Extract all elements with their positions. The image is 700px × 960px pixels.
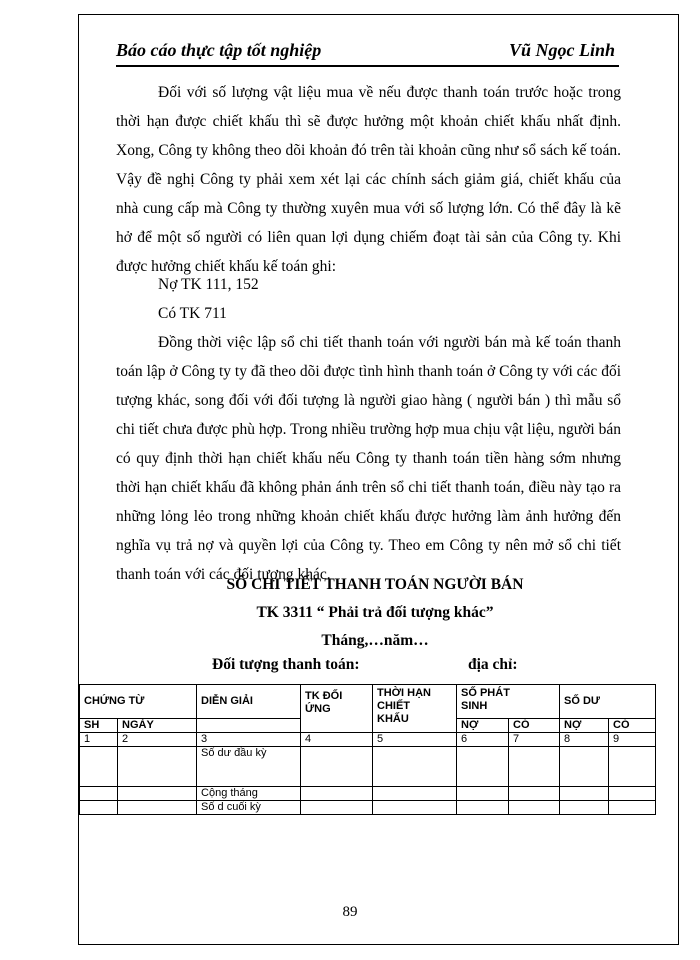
row-label-opening-balance: Số dư đầu kỳ <box>197 747 301 787</box>
page-number: 89 <box>342 904 358 920</box>
header-no-so-du: NỢ <box>560 719 609 733</box>
table-row-month-total <box>80 787 656 801</box>
header-co-so-du: CÓ <box>609 719 656 733</box>
column-number-row <box>80 733 656 747</box>
column-number: 5 <box>373 733 457 747</box>
header-no-phat-sinh: NỢ <box>457 719 509 733</box>
journal-entry-debit: Nợ TK 111, 152 <box>158 276 259 293</box>
column-number: 4 <box>301 733 373 747</box>
table-row-opening <box>80 747 656 787</box>
thoi-han-line-2: CHIẾT <box>377 700 411 712</box>
so-phat-sinh-line-2: SINH <box>461 700 488 712</box>
paragraph-discount: Đối với số lượng vật liệu mua về nếu được thanh toán trước hoặc trong thời hạn được chiết khấu thì sẽ được hưởng một khoản chiết khấu nhất định. Xong, Công ty không theo dõi khoản đó trên tài khoản cũng như sổ sách kế toán. Vậy đề nghị Công ty phải xem xét lại các chính sách giảm giá, chiết khấu của nhà cung cấp mà Công ty thường xuyên mua với số lượng lớn. Có thể đây là kẽ hở để một số người có liên quan lợi dụng chiếm đoạt tài sản của Công ty. Khi được hưởng chiết khấu kế toán ghi: <box>116 84 621 275</box>
form-title: SỔ CHI TIẾT THANH TOÁN NGƯỜI BÁN <box>226 576 524 593</box>
row-label-month-total: Cộng tháng <box>197 787 301 801</box>
tk-doi-ung-word-1: TK ĐỐI <box>305 690 343 702</box>
address-label: địa chỉ: <box>468 656 518 673</box>
column-number: 8 <box>560 733 609 747</box>
header-co-phat-sinh: CÓ <box>509 719 560 733</box>
column-number: 1 <box>80 733 118 747</box>
header-dien-giai: DIỄN GIẢI <box>197 685 301 719</box>
running-header <box>100 40 615 66</box>
form-period: Tháng,…năm… <box>321 632 429 649</box>
column-number: 7 <box>509 733 560 747</box>
form-subtitle: TK 3311 “ Phải trả đối tượng khác” <box>256 604 494 621</box>
table-header-row <box>80 685 656 719</box>
header-dien-giai-blank <box>197 719 301 733</box>
thoi-han-line-3: KHẤU <box>377 713 409 725</box>
payee-label: Đối tượng thanh toán: <box>212 656 360 673</box>
header-chung-tu: CHỨNG TỪ <box>80 685 197 719</box>
so-phat-sinh-line-1: SỐ PHÁT <box>461 687 510 699</box>
paragraph-payables: Đồng thời việc lập sổ chi tiết thanh toán với người bán mà kế toán thanh toán lập ở Công ty ty đã theo dõi được tình hình thanh toán ở Công ty với các đối tượng khác, song đối với đối tượng là người giao hàng ( người bán ) thì mẫu sổ chi tiết chưa được phù hợp. Trong nhiều trường hợp mua chịu vật liệu, người bán có quy định thời hạn chiết khấu nếu Công ty thanh toán tiền hàng sớm nhưng thời hạn chiết khấu đã không phản ánh trên sổ chi tiết thanh toán, điều này tạo ra những lỏng lẻo trong những khoản chiết khấu được hưởng làm ảnh hưởng đến nghĩa vụ trả nợ và quyền lợi của Công ty. Theo em Công ty nên mở sổ chi tiết thanh toán với các đối tượng khác. <box>116 334 621 583</box>
header-rule <box>116 65 619 67</box>
column-number: 2 <box>118 733 197 747</box>
table-row-closing <box>80 801 656 815</box>
header-tk-doi-ung <box>301 685 373 733</box>
column-number: 3 <box>197 733 301 747</box>
header-so-du: SỐ DƯ <box>560 685 656 719</box>
thoi-han-line-1: THỜI HẠN <box>377 687 432 699</box>
tk-doi-ung-word-2: ỨNG <box>305 703 331 715</box>
header-ngay: NGÀY <box>118 719 197 733</box>
header-so-phat-sinh <box>457 685 560 719</box>
ledger-table <box>79 684 656 815</box>
header-author: Vũ Ngọc Linh <box>508 40 615 60</box>
row-label-closing-balance: Số d cuối kỳ <box>197 801 301 815</box>
header-sh: SH <box>80 719 118 733</box>
journal-entry-credit: Có TK 711 <box>158 305 227 322</box>
column-number: 6 <box>457 733 509 747</box>
header-report-title: Báo cáo thực tập tốt nghiệp <box>116 40 322 60</box>
header-thoi-han <box>373 685 457 733</box>
column-number: 9 <box>609 733 656 747</box>
